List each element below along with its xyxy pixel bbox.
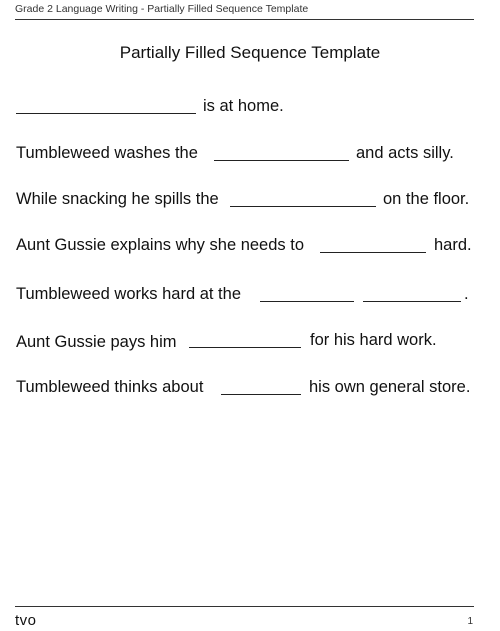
line-5-text-2: . — [464, 285, 469, 303]
line-6-text-1: Aunt Gussie pays him — [16, 333, 177, 351]
line-4-text-1: Aunt Gussie explains why she needs to — [16, 236, 305, 254]
header-rule — [15, 19, 474, 20]
sequence-line-2 — [16, 142, 486, 164]
line-7-text-1: Tumbleweed thinks about — [16, 378, 204, 396]
blank-4[interactable] — [320, 252, 426, 253]
sequence-line-7 — [16, 376, 486, 398]
footer-rule — [15, 606, 474, 607]
line-7-text-2: his own general store. — [309, 378, 471, 396]
blank-1[interactable] — [16, 113, 196, 114]
line-2-text-1: Tumbleweed washes the — [16, 144, 198, 162]
line-6-text-2: for his hard work. — [310, 331, 437, 349]
page-number: 1 — [467, 616, 473, 627]
blank-5b[interactable] — [363, 301, 461, 302]
blank-2[interactable] — [214, 160, 349, 161]
sequence-line-4 — [16, 234, 486, 256]
document-header: Grade 2 Language Writing - Partially Filled Sequence Template — [15, 3, 309, 15]
tvo-logo: tvo — [15, 612, 37, 629]
blank-3[interactable] — [230, 206, 376, 207]
sequence-line-5 — [16, 283, 486, 305]
page-title: Partially Filled Sequence Template — [119, 43, 381, 62]
line-5-text-1: Tumbleweed works hard at the — [16, 285, 241, 303]
line-2-text-2: and acts silly. — [356, 144, 454, 162]
line-3-text-1: While snacking he spills the — [16, 190, 219, 208]
sequence-line-6 — [16, 329, 486, 351]
blank-6[interactable] — [189, 347, 301, 348]
blank-7[interactable] — [221, 394, 301, 395]
sequence-line-1 — [16, 95, 316, 117]
line-3-text-2: on the floor. — [383, 190, 470, 208]
blank-5a[interactable] — [260, 301, 354, 302]
line-4-text-2: hard. — [434, 236, 472, 254]
line-1-text-1: is at home. — [203, 97, 284, 115]
sequence-line-3 — [16, 188, 486, 210]
